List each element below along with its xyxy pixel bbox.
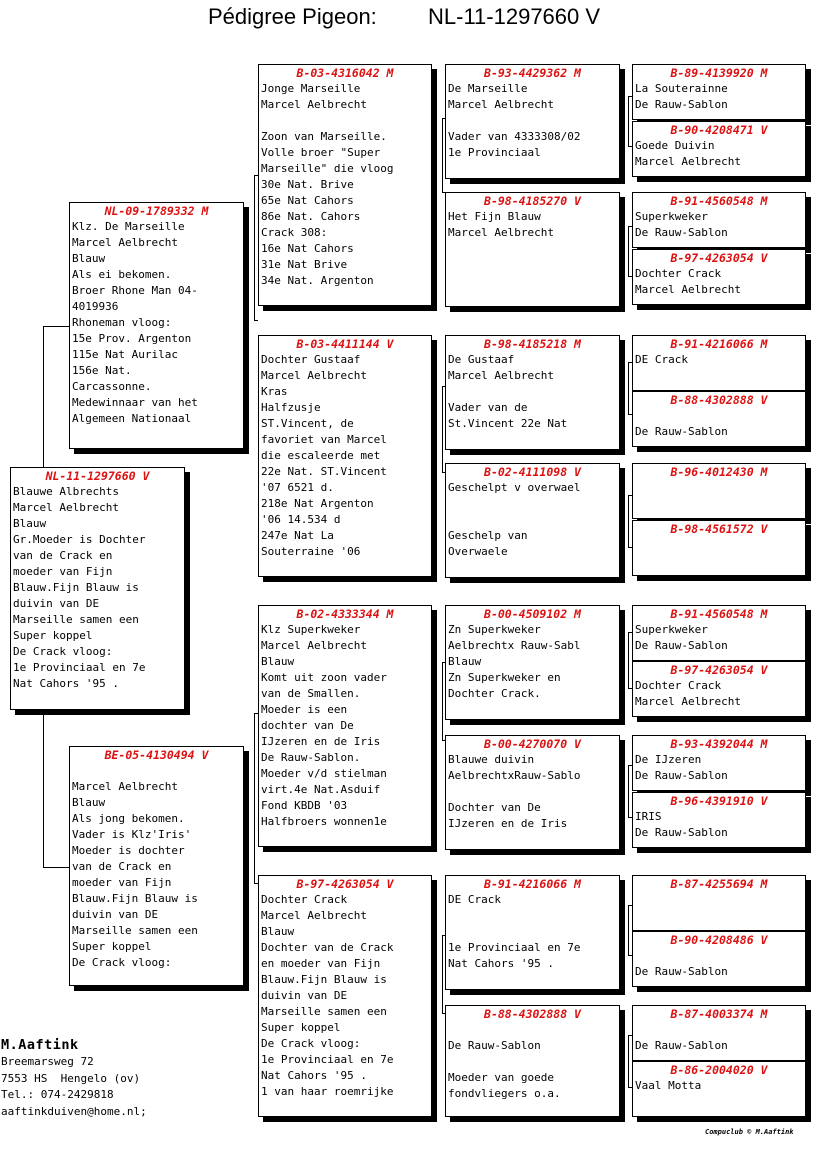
ring-number: B-98-4561572 V	[670, 522, 768, 536]
ring-number: B-91-4216066 M	[670, 337, 768, 351]
pigeon-card-gen2	[258, 875, 432, 1117]
pigeon-details: La Souterainne De Rauw-Sablon	[635, 82, 728, 111]
pigeon-card-gen4	[632, 64, 806, 120]
pigeon-card-gen4	[632, 661, 806, 717]
title-label: Pédigree Pigeon:	[208, 4, 377, 29]
ring-number: B-03-4316042 M	[296, 66, 394, 80]
pigeon-details: DE Crack	[635, 353, 688, 366]
ring-number: NL-11-1297660 V	[45, 469, 150, 483]
ring-number: BE-05-4130494 V	[104, 748, 209, 762]
pigeon-details: De Rauw-Sablon	[635, 965, 728, 978]
ring-number: B-90-4208486 V	[670, 933, 768, 947]
title-ring: NL-11-1297660 V	[428, 4, 601, 29]
pigeon-card-gen3	[445, 64, 620, 179]
ring-number: B-02-4111098 V	[484, 465, 581, 479]
pigeon-card-gen4	[632, 520, 806, 576]
ring-number: B-96-4012430 M	[670, 465, 768, 479]
pigeon-details: Vaal Motta	[635, 1079, 702, 1092]
ring-number: B-88-4302888 V	[670, 393, 768, 407]
pigeon-details: De Marseille Marcel Aelbrecht Vader van 4333308/02 1e Provinciaal	[448, 82, 581, 159]
pigeon-card-gen2	[258, 335, 432, 577]
pigeon-details: Dochter Crack Marcel Aelbrecht Blauw Dochter van de Crack en moeder van Fijn Blauw.Fijn Blauw is duivin van DE Marseille samen een Super koppel De Crack vloog: 1e Provinciaal en 7e Nat Cahors '95 . 1 van haar roemrijke	[261, 893, 394, 1098]
ring-number: B-97-4263054 V	[670, 663, 768, 677]
breeder-address	[1, 1036, 147, 1120]
pigeon-card-gen4	[632, 249, 806, 305]
pigeon-details: Blauwe Albrechts Marcel Aelbrecht Blauw Gr.Moeder is Dochter van de Crack en moeder van Fijn Blauw.Fijn Blauw is duivin van DE Marseille samen een Super koppel De Crack vloog: 1e Provinciaal en 7e Nat Cahors '95 .	[13, 485, 146, 690]
pigeon-details: Dochter Gustaaf Marcel Aelbrecht Kras Halfzusje ST.Vincent, de favoriet van Marcel die escaleerde met 22e Nat. ST.Vincent '07 6521 d. 218e Nat Argenton '06 14.534 d 247e Nat La Souterraine '06	[261, 353, 387, 558]
pigeon-details: Superkweker De Rauw-Sablon	[635, 210, 728, 239]
pigeon-details: De Rauw-Sablon Moeder van goede fondvliegers o.a.	[448, 1039, 561, 1100]
ring-number: B-91-4560548 M	[670, 194, 768, 208]
pigeon-details: DE Crack 1e Provinciaal en 7e Nat Cahors '95 .	[448, 893, 581, 970]
pigeon-card-gen4	[632, 121, 806, 177]
ring-number: B-90-4208471 V	[670, 123, 768, 137]
pigeon-card-subject	[10, 467, 185, 710]
pigeon-card-gen3	[445, 463, 620, 578]
pigeon-card-gen4	[632, 931, 806, 987]
ring-number: B-00-4509102 M	[484, 607, 581, 621]
pigeon-card-gen4	[632, 463, 806, 519]
pigeon-details: Zn Superkweker Aelbrechtx Rauw-Sabl Blauw Zn Superkweker en Dochter Crack.	[448, 623, 581, 700]
pigeon-details: Superkweker De Rauw-Sablon	[635, 623, 728, 652]
pigeon-card-mother	[69, 746, 244, 986]
ring-number: B-89-4139920 M	[670, 66, 768, 80]
breeder-email: aaftinkduiven@home.nl;	[1, 1104, 147, 1118]
pigeon-details: Geschelpt v overwael Geschelp van Overwaele	[448, 481, 581, 558]
ring-number: B-87-4003374 M	[670, 1007, 768, 1021]
ring-number: B-00-4270070 V	[484, 737, 581, 751]
ring-number: B-86-2004020 V	[670, 1063, 768, 1077]
ring-number: B-93-4392044 M	[670, 737, 768, 751]
pigeon-details: Klz. De Marseille Marcel Aelbrecht Blauw Als ei bekomen. Broer Rhone Man 04- 4019936 Rhoneman vloog: 15e Prov. Argenton 115e Nat Aurilac 156e Nat. Carcassonne. Medewinnaar van het Algemeen Nationaal	[72, 220, 198, 425]
ring-number: B-98-4185270 V	[484, 194, 581, 208]
pigeon-details: IRIS De Rauw-Sablon	[635, 810, 728, 839]
ring-number: B-02-4333344 M	[296, 607, 394, 621]
page-title	[0, 4, 816, 32]
pigeon-card-father	[69, 202, 244, 449]
pigeon-card-gen4	[632, 391, 806, 447]
pigeon-card-gen3	[445, 875, 620, 990]
pigeon-card-gen4	[632, 192, 806, 248]
pigeon-details: Goede Duivin Marcel Aelbrecht	[635, 139, 741, 168]
pigeon-card-gen3	[445, 735, 620, 850]
pigeon-card-gen3	[445, 192, 620, 307]
breeder-street: Breemarsweg 72	[1, 1055, 94, 1068]
pigeon-details: De Rauw-Sablon	[635, 425, 728, 438]
pigeon-details: De IJzeren De Rauw-Sablon	[635, 753, 728, 782]
ring-number: B-97-4263054 V	[670, 251, 768, 265]
ring-number: B-87-4255694 M	[670, 877, 768, 891]
pigeon-card-gen4	[632, 335, 806, 391]
pigeon-card-gen3	[445, 335, 620, 450]
ring-number: B-91-4216066 M	[484, 877, 581, 891]
pigeon-card-gen4	[632, 1005, 806, 1061]
pigeon-details: Het Fijn Blauw Marcel Aelbrecht	[448, 210, 554, 239]
breeder-name: M.Aaftink	[1, 1037, 79, 1053]
pigeon-details: De Rauw-Sablon	[635, 1039, 728, 1052]
ring-number: B-91-4560548 M	[670, 607, 768, 621]
ring-number: B-03-4411144 V	[296, 337, 394, 351]
pigeon-details: Dochter Crack Marcel Aelbrecht	[635, 679, 741, 708]
pigeon-card-gen3	[445, 1005, 620, 1117]
pigeon-details: De Gustaaf Marcel Aelbrecht Vader van de St.Vincent 22e Nat	[448, 353, 568, 430]
pigeon-card-gen4	[632, 605, 806, 661]
pigeon-card-gen4	[632, 735, 806, 791]
pigeon-details: Dochter Crack Marcel Aelbrecht	[635, 267, 741, 296]
pigeon-card-gen2	[258, 605, 432, 847]
ring-number: B-96-4391910 V	[670, 794, 768, 808]
ring-number: NL-09-1789332 M	[104, 204, 209, 218]
ring-number: B-88-4302888 V	[484, 1007, 581, 1021]
ring-number: B-97-4263054 V	[296, 877, 394, 891]
pigeon-card-gen4	[632, 875, 806, 931]
pigeon-details: Klz Superkweker Marcel Aelbrecht Blauw Komt uit zoon vader van de Smallen. Moeder is een dochter van De IJzeren en de Iris De Rauw-Sablon. Moeder v/d stielman virt.4e Nat.Asduif Fond KBDB '03 Halfbroers wonnen1e	[261, 623, 387, 828]
pigeon-card-gen2	[258, 64, 432, 306]
pigeon-details: Marcel Aelbrecht Blauw Als jong bekomen. Vader is Klz'Iris' Moeder is dochter van de Crack en moeder van Fijn Blauw.Fijn Blauw is duivin van DE Marseille samen een Super koppel De Crack vloog:	[72, 780, 198, 969]
footer-credit: Compuclub © M.Aaftink	[705, 1128, 794, 1136]
pigeon-details: Blauwe duivin AelbrechtxRauw-Sablo Dochter van De IJzeren en de Iris	[448, 753, 581, 830]
ring-number: B-98-4185218 M	[484, 337, 581, 351]
pigeon-details: Jonge Marseille Marcel Aelbrecht Zoon van Marseille. Volle broer "Super Marseille" die vloog 30e Nat. Brive 65e Nat Cahors 86e Nat. Cahors Crack 308: 16e Nat Cahors 31e Nat Brive 34e Nat. Argenton	[261, 82, 394, 287]
ring-number: B-93-4429362 M	[484, 66, 581, 80]
breeder-city: 7553 HS Hengelo (ov)	[1, 1071, 141, 1085]
pigeon-card-gen4	[632, 792, 806, 848]
pigeon-card-gen3	[445, 605, 620, 720]
pigeon-card-gen4	[632, 1061, 806, 1117]
breeder-phone: Tel.: 074-2429818	[1, 1088, 114, 1101]
